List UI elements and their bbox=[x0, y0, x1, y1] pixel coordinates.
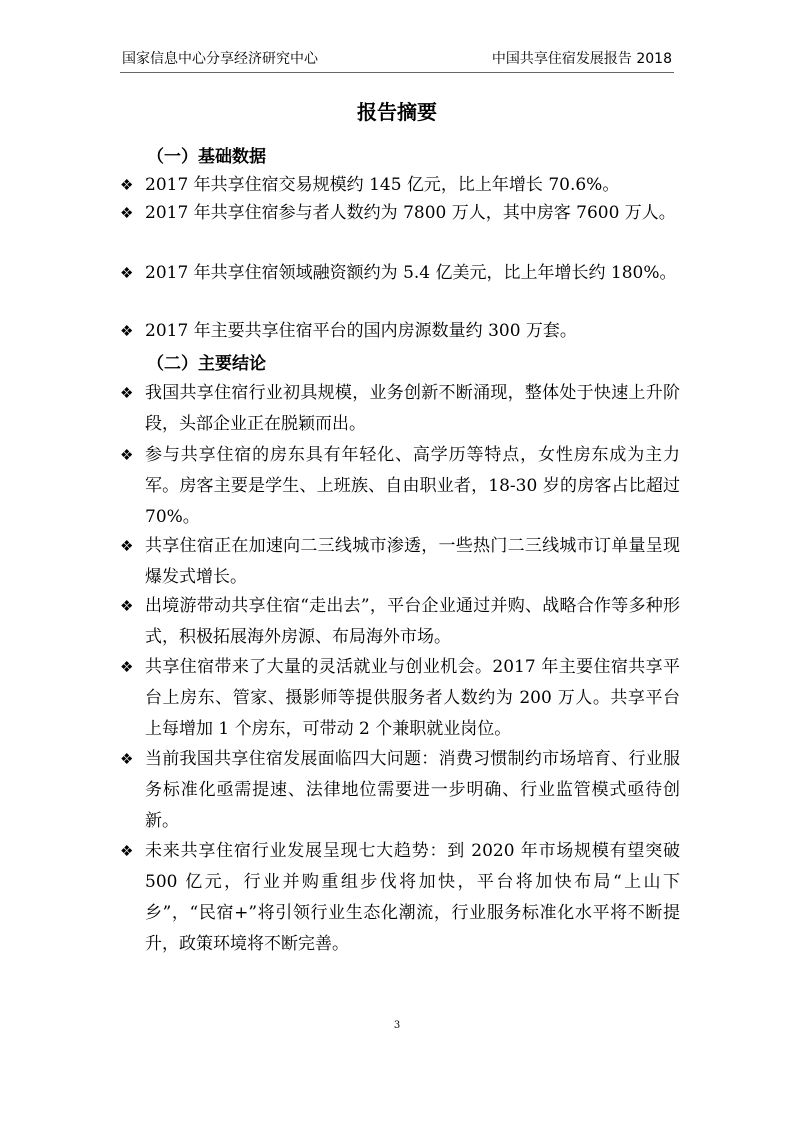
bullet-diamond-icon: ❖ bbox=[120, 384, 134, 402]
bullet-diamond-icon: ❖ bbox=[120, 842, 134, 860]
list-item bbox=[120, 258, 680, 289]
list-item-text: 2017 年主要共享住宿平台的国内房源数量约 300 万套。 bbox=[145, 321, 577, 341]
section-heading-basic-data: （一）基础数据 bbox=[147, 147, 266, 167]
list-item-text: 出境游带动共享住宿“走出去”，平台企业通过并购、战略合作等多种形式，积极拓展海外房源、布局海外市场。 bbox=[145, 596, 680, 647]
list-item bbox=[120, 170, 680, 201]
list-item bbox=[120, 591, 680, 653]
bullet-diamond-icon: ❖ bbox=[120, 204, 134, 222]
list-item-text: 共享住宿带来了大量的灵活就业与创业机会。2017 年主要住宿共享平台上房东、管家、摄影师等提供服务者人数约为 200 万人。共享平台上每增加 1 个房东，可带动 2 个兼职就业岗位。 bbox=[145, 657, 680, 739]
list-item bbox=[120, 316, 680, 347]
list-item-text: 我国共享住宿行业初具规模，业务创新不断涌现，整体处于快速上升阶段，头部企业正在脱颖而出。 bbox=[145, 383, 680, 434]
list-item bbox=[120, 531, 680, 593]
bullet-diamond-icon: ❖ bbox=[120, 176, 134, 194]
bullet-diamond-icon: ❖ bbox=[120, 658, 134, 676]
bullet-diamond-icon: ❖ bbox=[120, 322, 134, 340]
bullet-diamond-icon: ❖ bbox=[120, 750, 134, 768]
header-organization: 国家信息中心分享经济研究中心 bbox=[122, 51, 318, 67]
list-item-text: 未来共享住宿行业发展呈现七大趋势：到 2020 年市场规模有望突破 500 亿元，行业并购重组步伐将加快，平台将加快布局“上山下乡”，“民宿+”将引领行业生态化潮流，行业服务标准化水平将不断提升，政策环境将不断完善。 bbox=[145, 841, 680, 954]
header-report-title: 中国共享住宿发展报告 2018 bbox=[491, 51, 672, 67]
list-item-text: 2017 年共享住宿领域融资额约为 5.4 亿美元，比上年增长约 180%。 bbox=[145, 263, 677, 283]
list-item-text: 2017 年共享住宿交易规模约 145 亿元，比上年增长 70.6%。 bbox=[145, 175, 620, 195]
list-item-text: 当前我国共享住宿发展面临四大问题：消费习惯制约市场培育、行业服务标准化亟需提速、法律地位需要进一步明确、行业监管模式亟待创新。 bbox=[145, 749, 680, 831]
list-item bbox=[120, 378, 680, 440]
list-item bbox=[120, 198, 680, 229]
page-title: 报告摘要 bbox=[357, 100, 437, 124]
running-header bbox=[122, 48, 672, 70]
bullet-diamond-icon: ❖ bbox=[120, 537, 134, 555]
bullet-diamond-icon: ❖ bbox=[120, 264, 134, 282]
list-item-text: 2017 年共享住宿参与者人数约为 7800 万人，其中房客 7600 万人。 bbox=[145, 203, 676, 223]
header-divider bbox=[120, 72, 674, 73]
list-item-text: 共享住宿正在加速向二三线城市渗透，一些热门二三线城市订单量呈现爆发式增长。 bbox=[145, 536, 680, 587]
page-number: 3 bbox=[393, 1020, 401, 1031]
bullet-diamond-icon: ❖ bbox=[120, 597, 134, 615]
list-item bbox=[120, 652, 680, 745]
list-item bbox=[120, 440, 680, 533]
list-item bbox=[120, 744, 680, 837]
list-item-text: 参与共享住宿的房东具有年轻化、高学历等特点，女性房东成为主力军。房客主要是学生、上班族、自由职业者，18-30 岁的房客占比超过 70%。 bbox=[145, 445, 680, 527]
section-heading-main-conclusions: （二）主要结论 bbox=[147, 354, 266, 374]
list-item bbox=[120, 836, 680, 960]
bullet-diamond-icon: ❖ bbox=[120, 446, 134, 464]
